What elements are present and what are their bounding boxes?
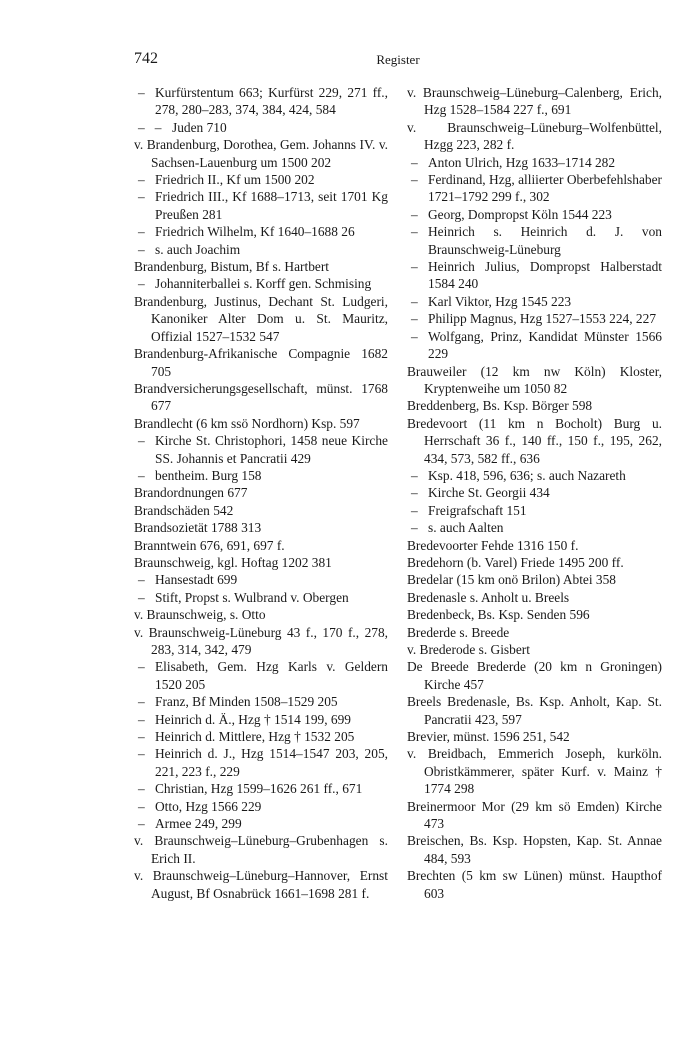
index-subentry: – Friedrich Wilhelm, Kf 1640–1688 26 <box>134 223 388 240</box>
index-entry: Breischen, Bs. Ksp. Hopsten, Kap. St. Annae 484, 593 <box>407 833 662 866</box>
index-entry: Bredevoort (11 km n Bocholt) Burg u. Herrschaft 36 f., 140 ff., 150 f., 195, 262, 434, 573, 582 ff., 636 <box>407 415 662 466</box>
index-subentry: – Otto, Hzg 1566 229 <box>134 798 388 815</box>
index-entry: v. Brederode s. Gisbert <box>407 642 530 657</box>
index-subentry: – s. auch Aalten <box>407 519 662 536</box>
index-entry: Brauweiler (12 km nw Köln) Kloster, Kryptenweihe um 1050 82 <box>407 363 662 396</box>
index-entry: Brandlecht (6 km ssö Nordhorn) Ksp. 597 <box>134 415 360 431</box>
index-subentry: – Johanniterballei s. Korff gen. Schmising <box>134 275 388 292</box>
index-entry: v. Braunschweig–Lüneburg–Hannover, Ernst August, Bf Osnabrück 1661–1698 281 f. <box>134 868 388 901</box>
page-number: 742 <box>134 50 158 67</box>
index-entry: Brechten (5 km sw Lünen) münst. Haupthof 603 <box>407 868 662 901</box>
index-subentry: – s. auch Joachim <box>134 241 388 258</box>
right-column <box>407 84 662 902</box>
index-subentry: – Heinrich d. J., Hzg 1514–1547 203, 205, 221, 223 f., 229 <box>134 745 388 780</box>
index-entry: Brandversicherungsgesellschaft, münst. 1768 677 <box>134 380 388 414</box>
index-subentry: – Kirche St. Christophori, 1458 neue Kirche SS. Johannis et Pancratii 429 <box>134 432 388 467</box>
index-subentry: – Heinrich Julius, Dompropst Halberstadt 1584 240 <box>407 258 662 293</box>
index-subentry: – Christian, Hzg 1599–1626 261 ff., 671 <box>134 780 388 797</box>
index-entry: Bredenasle s. Anholt u. Breels <box>407 589 570 605</box>
index-subentry: – bentheim. Burg 158 <box>134 467 388 484</box>
index-entry: Brandenburg, Bistum, Bf s. Hartbert <box>134 259 330 275</box>
index-subentry: – Heinrich s. Heinrich d. J. von Braunschweig-Lüneburg <box>407 223 662 258</box>
index-entry: v. Braunschweig-Lüneburg 43 f., 170 f., 278, 283, 314, 342, 479 <box>134 624 388 657</box>
index-entry: v. Braunschweig–Lüneburg–Grubenhagen s. Erich II. <box>134 833 388 866</box>
index-subentry: – Franz, Bf Minden 1508–1529 205 <box>134 693 388 710</box>
index-subentry: – Friedrich II., Kf um 1500 202 <box>134 171 388 188</box>
index-subentry: – Georg, Dompropst Köln 1544 223 <box>407 206 662 223</box>
index-entry: Bredevoorter Fehde 1316 150 f. <box>407 537 579 553</box>
index-entry: v. Braunschweig–Lüneburg–Wolfenbüttel, Hzgg 223, 282 f. <box>407 119 662 153</box>
index-subentry: – Hansestadt 699 <box>134 571 388 588</box>
index-entry: v. Breidbach, Emmerich Joseph, kurköln. Obristkämmerer, später Kurf. v. Mainz † 1774 298 <box>407 746 662 797</box>
index-subentry: – Friedrich III., Kf 1688–1713, seit 1701 Kg Preußen 281 <box>134 188 388 223</box>
index-entry: Brederde s. Breede <box>407 624 510 640</box>
index-entry: Brandenburg, Justinus, Dechant St. Ludgeri, Kanoniker Alter Dom u. St. Mauritz, Offizial 1527–1532 547 <box>134 293 388 344</box>
index-subentry: – Wolfgang, Prinz, Kandidat Münster 1566 229 <box>407 328 662 363</box>
index-entry: v. Braunschweig, s. Otto <box>134 607 266 623</box>
index-entry: Breels Bredenasle, Bs. Ksp. Anholt, Kap. St. Pancratii 423, 597 <box>407 694 662 727</box>
index-entry: Brevier, münst. 1596 251, 542 <box>407 729 570 745</box>
index-subentry: – Kurfürstentum 663; Kurfürst 229, 271 ff., 278, 280–283, 374, 384, 424, 584 <box>134 84 388 119</box>
index-entry: Brandsozietät 1788 313 <box>134 520 262 536</box>
index-entry: Branntwein 676, 691, 697 f. <box>134 537 285 553</box>
index-subentry: – Karl Viktor, Hzg 1545 223 <box>407 293 662 310</box>
index-subentry: – Anton Ulrich, Hzg 1633–1714 282 <box>407 154 662 171</box>
index-entry: Bredelar (15 km onö Brilon) Abtei 358 <box>407 572 617 588</box>
index-subentry: – Elisabeth, Gem. Hzg Karls v. Geldern 1520 205 <box>134 658 388 693</box>
index-subentry: – Heinrich d. Mittlere, Hzg † 1532 205 <box>134 728 388 745</box>
index-subentry: – Stift, Propst s. Wulbrand v. Obergen <box>134 589 388 606</box>
index-subentry: – Freigrafschaft 151 <box>407 502 662 519</box>
index-subentry: – Kirche St. Georgii 434 <box>407 484 662 501</box>
index-subentry: – Ferdinand, Hzg, alliierter Oberbefehlshaber 1721–1792 299 f., 302 <box>407 171 662 206</box>
index-entry: Bredenbeck, Bs. Ksp. Senden 596 <box>407 607 590 623</box>
index-entry: Bredehorn (b. Varel) Friede 1495 200 ff. <box>407 554 624 570</box>
index-subentry: – Ksp. 418, 596, 636; s. auch Nazareth <box>407 467 662 484</box>
running-head: Register <box>376 52 420 67</box>
left-column <box>134 84 388 902</box>
index-subentry: – Philipp Magnus, Hzg 1527–1553 224, 227 <box>407 310 662 327</box>
index-entry: Breinermoor Mor (29 km sö Emden) Kirche 473 <box>407 798 662 832</box>
index-entry: Brandenburg-Afrikanische Compagnie 1682 705 <box>134 346 388 379</box>
index-entry: Brandschäden 542 <box>134 502 234 518</box>
index-entry: v. Braunschweig–Lüneburg–Calenberg, Erich, Hzg 1528–1584 227 f., 691 <box>407 85 662 118</box>
index-entry: Brandordnungen 677 <box>134 485 248 501</box>
index-entry: Braunschweig, kgl. Hoftag 1202 381 <box>134 554 332 570</box>
index-subentry: – – Juden 710 <box>134 119 388 136</box>
index-subentry: – Heinrich d. Ä., Hzg † 1514 199, 699 <box>134 711 388 728</box>
index-subentry: – Armee 249, 299 <box>134 815 388 832</box>
index-entry: Breddenberg, Bs. Ksp. Börger 598 <box>407 398 593 414</box>
index-entry: De Breede Brederde (20 km n Groningen) Kirche 457 <box>407 659 662 692</box>
page-header <box>134 50 662 74</box>
index-entry: v. Brandenburg, Dorothea, Gem. Johanns IV. v. Sachsen-Lauenburg um 1500 202 <box>134 137 388 170</box>
